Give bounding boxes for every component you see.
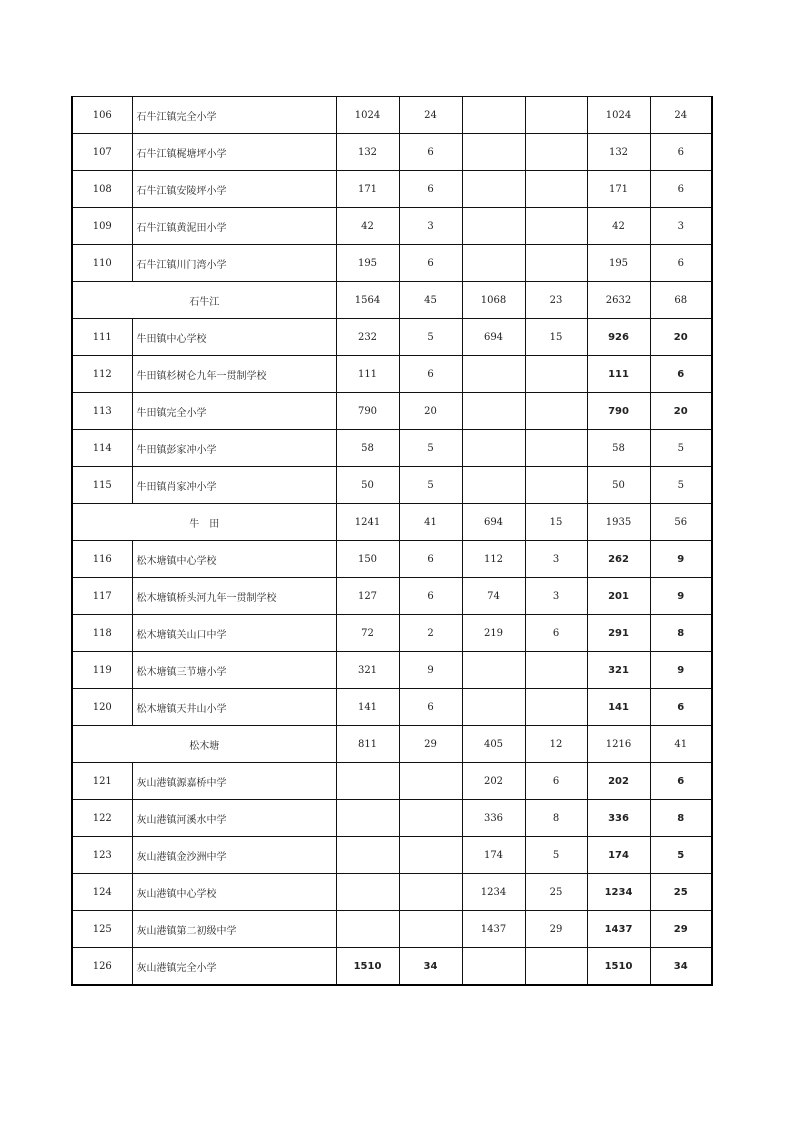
cell-no: 122 — [72, 800, 132, 837]
cell-c1: 790 — [336, 393, 399, 430]
cell-c4 — [525, 652, 587, 689]
cell-c2: 45 — [399, 282, 462, 319]
cell-c5: 926 — [587, 319, 650, 356]
cell-c1: 141 — [336, 689, 399, 726]
cell-c6: 6 — [650, 245, 712, 282]
cell-no: 117 — [72, 578, 132, 615]
cell-c2: 34 — [399, 948, 462, 986]
cell-c1: 150 — [336, 541, 399, 578]
cell-name: 灰山港镇中心学校 — [132, 874, 336, 911]
cell-c2: 5 — [399, 319, 462, 356]
table-row — [72, 134, 712, 171]
cell-c6: 9 — [650, 652, 712, 689]
cell-c3 — [462, 948, 525, 986]
cell-c5: 132 — [587, 134, 650, 171]
cell-c3: 74 — [462, 578, 525, 615]
cell-c2: 6 — [399, 541, 462, 578]
cell-c3 — [462, 97, 525, 134]
cell-name: 石牛江镇安陵坪小学 — [132, 171, 336, 208]
cell-c4 — [525, 430, 587, 467]
cell-c1 — [336, 800, 399, 837]
cell-c2: 3 — [399, 208, 462, 245]
cell-c1: 132 — [336, 134, 399, 171]
cell-c4: 15 — [525, 319, 587, 356]
table-row — [72, 911, 712, 948]
cell-no: 126 — [72, 948, 132, 986]
cell-c1: 127 — [336, 578, 399, 615]
cell-c1: 58 — [336, 430, 399, 467]
cell-c2: 6 — [399, 356, 462, 393]
table-row — [72, 652, 712, 689]
cell-no: 123 — [72, 837, 132, 874]
cell-c2: 20 — [399, 393, 462, 430]
cell-c6: 6 — [650, 763, 712, 800]
cell-c5: 202 — [587, 763, 650, 800]
cell-name: 石牛江镇黄泥田小学 — [132, 208, 336, 245]
cell-no: 109 — [72, 208, 132, 245]
cell-c6: 5 — [650, 430, 712, 467]
cell-c6: 9 — [650, 578, 712, 615]
cell-name: 石牛江镇川门湾小学 — [132, 245, 336, 282]
cell-c5: 321 — [587, 652, 650, 689]
cell-no: 107 — [72, 134, 132, 171]
table-row — [72, 689, 712, 726]
cell-c3: 694 — [462, 319, 525, 356]
cell-c4 — [525, 245, 587, 282]
cell-c3 — [462, 430, 525, 467]
cell-c1: 111 — [336, 356, 399, 393]
cell-name: 灰山港镇完全小学 — [132, 948, 336, 986]
table-row — [72, 615, 712, 652]
cell-name: 牛田镇肖家冲小学 — [132, 467, 336, 504]
subtotal-row — [72, 282, 712, 319]
cell-no: 112 — [72, 356, 132, 393]
cell-no: 119 — [72, 652, 132, 689]
cell-name: 石牛江 — [72, 282, 336, 319]
cell-c6: 24 — [650, 97, 712, 134]
cell-name: 松木塘镇天井山小学 — [132, 689, 336, 726]
cell-c2 — [399, 763, 462, 800]
cell-c4 — [525, 134, 587, 171]
cell-c4 — [525, 208, 587, 245]
cell-name: 牛田镇杉树仑九年一贯制学校 — [132, 356, 336, 393]
cell-c5: 201 — [587, 578, 650, 615]
cell-c6: 25 — [650, 874, 712, 911]
cell-c6: 5 — [650, 467, 712, 504]
cell-name: 灰山港镇第二初级中学 — [132, 911, 336, 948]
cell-c5: 174 — [587, 837, 650, 874]
cell-c4: 25 — [525, 874, 587, 911]
cell-c2 — [399, 800, 462, 837]
cell-c6: 68 — [650, 282, 712, 319]
cell-c2: 6 — [399, 134, 462, 171]
cell-c5: 2632 — [587, 282, 650, 319]
cell-c4 — [525, 171, 587, 208]
table-row — [72, 393, 712, 430]
cell-no: 111 — [72, 319, 132, 356]
table-row — [72, 467, 712, 504]
cell-c5: 171 — [587, 171, 650, 208]
cell-name: 灰山港镇金沙洲中学 — [132, 837, 336, 874]
cell-name: 灰山港镇源嘉桥中学 — [132, 763, 336, 800]
cell-c2: 9 — [399, 652, 462, 689]
table-row — [72, 541, 712, 578]
cell-c4: 15 — [525, 504, 587, 541]
cell-c1: 811 — [336, 726, 399, 763]
cell-c5: 291 — [587, 615, 650, 652]
table-row — [72, 171, 712, 208]
cell-name: 松木塘镇桥头河九年一贯制学校 — [132, 578, 336, 615]
cell-c2 — [399, 874, 462, 911]
table-row — [72, 874, 712, 911]
cell-c3: 202 — [462, 763, 525, 800]
cell-c6: 41 — [650, 726, 712, 763]
cell-name: 牛田镇彭家冲小学 — [132, 430, 336, 467]
cell-no: 121 — [72, 763, 132, 800]
cell-c3: 336 — [462, 800, 525, 837]
table-row — [72, 208, 712, 245]
table-row — [72, 97, 712, 134]
subtotal-row — [72, 726, 712, 763]
cell-c1 — [336, 911, 399, 948]
cell-no: 116 — [72, 541, 132, 578]
cell-c5: 50 — [587, 467, 650, 504]
cell-c1: 42 — [336, 208, 399, 245]
subtotal-row — [72, 504, 712, 541]
cell-c5: 111 — [587, 356, 650, 393]
cell-c5: 336 — [587, 800, 650, 837]
cell-name: 灰山港镇河溪水中学 — [132, 800, 336, 837]
cell-c1: 195 — [336, 245, 399, 282]
cell-no: 120 — [72, 689, 132, 726]
cell-no: 114 — [72, 430, 132, 467]
cell-c3 — [462, 208, 525, 245]
cell-no: 124 — [72, 874, 132, 911]
cell-c6: 34 — [650, 948, 712, 986]
cell-c3: 174 — [462, 837, 525, 874]
cell-c4: 3 — [525, 541, 587, 578]
cell-c6: 3 — [650, 208, 712, 245]
cell-c3 — [462, 689, 525, 726]
cell-c1: 72 — [336, 615, 399, 652]
cell-no: 110 — [72, 245, 132, 282]
cell-c1: 171 — [336, 171, 399, 208]
cell-c5: 1510 — [587, 948, 650, 986]
cell-c2: 2 — [399, 615, 462, 652]
school-statistics-table — [71, 96, 713, 986]
cell-c3: 219 — [462, 615, 525, 652]
cell-c4: 5 — [525, 837, 587, 874]
cell-c2 — [399, 837, 462, 874]
cell-c1 — [336, 874, 399, 911]
cell-c3: 1068 — [462, 282, 525, 319]
cell-c2: 24 — [399, 97, 462, 134]
cell-c2: 5 — [399, 430, 462, 467]
cell-c3 — [462, 356, 525, 393]
cell-c3: 112 — [462, 541, 525, 578]
cell-c3: 694 — [462, 504, 525, 541]
cell-c4: 6 — [525, 615, 587, 652]
cell-c6: 6 — [650, 134, 712, 171]
cell-c2: 41 — [399, 504, 462, 541]
cell-c6: 56 — [650, 504, 712, 541]
cell-c5: 58 — [587, 430, 650, 467]
cell-c2 — [399, 911, 462, 948]
cell-name: 松木塘 — [72, 726, 336, 763]
cell-c3 — [462, 393, 525, 430]
cell-name: 松木塘镇关山口中学 — [132, 615, 336, 652]
cell-c4: 29 — [525, 911, 587, 948]
cell-c2: 6 — [399, 171, 462, 208]
cell-c4 — [525, 948, 587, 986]
cell-no: 118 — [72, 615, 132, 652]
table-row — [72, 578, 712, 615]
cell-no: 113 — [72, 393, 132, 430]
cell-c6: 20 — [650, 393, 712, 430]
table-row — [72, 245, 712, 282]
cell-c6: 8 — [650, 800, 712, 837]
cell-c6: 9 — [650, 541, 712, 578]
cell-c1: 1241 — [336, 504, 399, 541]
table-row — [72, 356, 712, 393]
cell-c4: 6 — [525, 763, 587, 800]
cell-c1: 321 — [336, 652, 399, 689]
cell-c2: 5 — [399, 467, 462, 504]
cell-c6: 6 — [650, 689, 712, 726]
cell-c1 — [336, 837, 399, 874]
cell-c4 — [525, 97, 587, 134]
cell-c5: 195 — [587, 245, 650, 282]
cell-c5: 262 — [587, 541, 650, 578]
cell-c1: 50 — [336, 467, 399, 504]
cell-c6: 8 — [650, 615, 712, 652]
cell-name: 牛田镇中心学校 — [132, 319, 336, 356]
cell-c2: 6 — [399, 578, 462, 615]
cell-c5: 42 — [587, 208, 650, 245]
cell-no: 125 — [72, 911, 132, 948]
cell-c3: 405 — [462, 726, 525, 763]
cell-no: 115 — [72, 467, 132, 504]
cell-c2: 6 — [399, 245, 462, 282]
cell-c5: 1216 — [587, 726, 650, 763]
cell-c5: 141 — [587, 689, 650, 726]
cell-c1 — [336, 763, 399, 800]
cell-c1: 1510 — [336, 948, 399, 986]
cell-c3 — [462, 652, 525, 689]
cell-c3: 1437 — [462, 911, 525, 948]
cell-c6: 6 — [650, 356, 712, 393]
cell-c3 — [462, 467, 525, 504]
table-row — [72, 837, 712, 874]
cell-c2: 29 — [399, 726, 462, 763]
cell-c3 — [462, 134, 525, 171]
cell-name: 牛 田 — [72, 504, 336, 541]
cell-c3 — [462, 171, 525, 208]
table-row — [72, 763, 712, 800]
cell-name: 牛田镇完全小学 — [132, 393, 336, 430]
cell-name: 石牛江镇梶塘坪小学 — [132, 134, 336, 171]
cell-no: 108 — [72, 171, 132, 208]
cell-c6: 20 — [650, 319, 712, 356]
table-row — [72, 948, 712, 986]
cell-c4 — [525, 356, 587, 393]
table-row — [72, 430, 712, 467]
table-row — [72, 319, 712, 356]
cell-c2: 6 — [399, 689, 462, 726]
cell-c5: 1437 — [587, 911, 650, 948]
cell-c5: 790 — [587, 393, 650, 430]
cell-c4 — [525, 467, 587, 504]
cell-name: 松木塘镇三节塘小学 — [132, 652, 336, 689]
cell-c4: 23 — [525, 282, 587, 319]
cell-c4: 12 — [525, 726, 587, 763]
cell-c6: 29 — [650, 911, 712, 948]
cell-name: 石牛江镇完全小学 — [132, 97, 336, 134]
cell-c1: 1564 — [336, 282, 399, 319]
cell-c4 — [525, 689, 587, 726]
cell-c4 — [525, 393, 587, 430]
cell-name: 松木塘镇中心学校 — [132, 541, 336, 578]
cell-c5: 1024 — [587, 97, 650, 134]
cell-c3: 1234 — [462, 874, 525, 911]
cell-c4: 8 — [525, 800, 587, 837]
cell-c1: 1024 — [336, 97, 399, 134]
cell-c6: 6 — [650, 171, 712, 208]
table-row — [72, 800, 712, 837]
cell-c5: 1234 — [587, 874, 650, 911]
table-body — [72, 97, 712, 986]
cell-c6: 5 — [650, 837, 712, 874]
cell-c3 — [462, 245, 525, 282]
cell-c1: 232 — [336, 319, 399, 356]
cell-no: 106 — [72, 97, 132, 134]
cell-c5: 1935 — [587, 504, 650, 541]
cell-c4: 3 — [525, 578, 587, 615]
